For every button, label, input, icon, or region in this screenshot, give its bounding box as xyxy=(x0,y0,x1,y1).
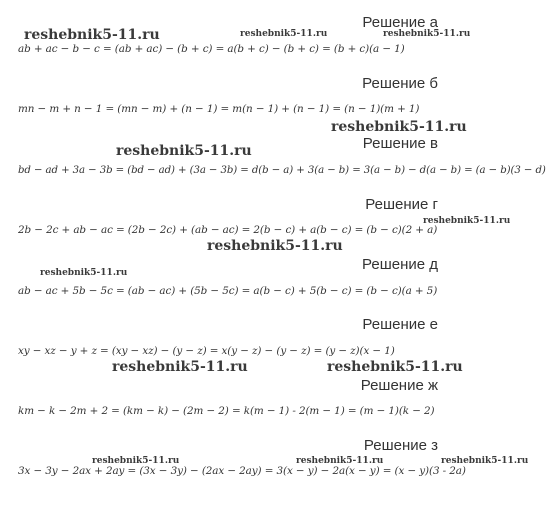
solution-zh-heading: Решение ж xyxy=(360,377,438,394)
watermark: reshebnik5-11.ru xyxy=(240,29,328,39)
watermark: reshebnik5-11.ru xyxy=(24,27,160,43)
watermark: reshebnik5-11.ru xyxy=(383,29,471,39)
watermark: reshebnik5-11.ru xyxy=(207,238,343,254)
solution-z-heading: Решение з xyxy=(363,437,438,454)
solution-z-equation: 3x − 3y − 2ax + 2ay = (3x − 3y) − (2ax − 2ay) = 3(x − y) − 2a(x − y) = (x − y)(3 - 2a) xyxy=(18,465,466,477)
solution-e-heading: Решение е xyxy=(362,316,438,333)
solution-g-equation: 2b − 2c + ab − ac = (2b − 2c) + (ab − ac) = 2(b − c) + a(b − c) = (b − c)(2 + a) xyxy=(18,224,438,236)
watermark: reshebnik5-11.ru xyxy=(296,456,384,466)
solution-d-heading: Решение д xyxy=(362,256,438,273)
watermark: reshebnik5-11.ru xyxy=(116,143,252,159)
watermark: reshebnik5-11.ru xyxy=(40,268,128,278)
solution-a-equation: ab + ac − b − c = (ab + ac) − (b + c) = a(b + c) − (b + c) = (b + c)(a − 1) xyxy=(18,43,405,55)
solution-b-equation: mn − m + n − 1 = (mn − m) + (n − 1) = m(n − 1) + (n − 1) = (n − 1)(m + 1) xyxy=(18,103,420,115)
solution-v-heading: Решение в xyxy=(362,135,438,152)
solution-a-heading: Решение а xyxy=(362,14,438,31)
watermark: reshebnik5-11.ru xyxy=(331,119,467,135)
solution-e-equation: xy − xz − y + z = (xy − xz) − (y − z) = x(y − z) − (y − z) = (y − z)(x − 1) xyxy=(18,345,395,357)
solution-b-heading: Решение б xyxy=(362,75,438,92)
watermark: reshebnik5-11.ru xyxy=(92,456,180,466)
watermark: reshebnik5-11.ru xyxy=(423,216,511,226)
solution-v-equation: bd − ad + 3a − 3b = (bd − ad) + (3a − 3b) = d(b − a) + 3(a − b) = 3(a − b) − d(a − b) = (a − b)(3 − d) xyxy=(18,164,546,176)
solution-g-heading: Решение г xyxy=(365,196,438,213)
watermark: reshebnik5-11.ru xyxy=(112,359,248,375)
solution-zh-equation: km − k − 2m + 2 = (km − k) − (2m − 2) = k(m − 1) - 2(m − 1) = (m − 1)(k − 2) xyxy=(18,405,435,417)
solution-d-equation: ab − ac + 5b − 5c = (ab − ac) + (5b − 5c) = a(b − c) + 5(b − c) = (b − c)(a + 5) xyxy=(18,285,438,297)
watermark: reshebnik5-11.ru xyxy=(441,456,529,466)
watermark: reshebnik5-11.ru xyxy=(327,359,463,375)
